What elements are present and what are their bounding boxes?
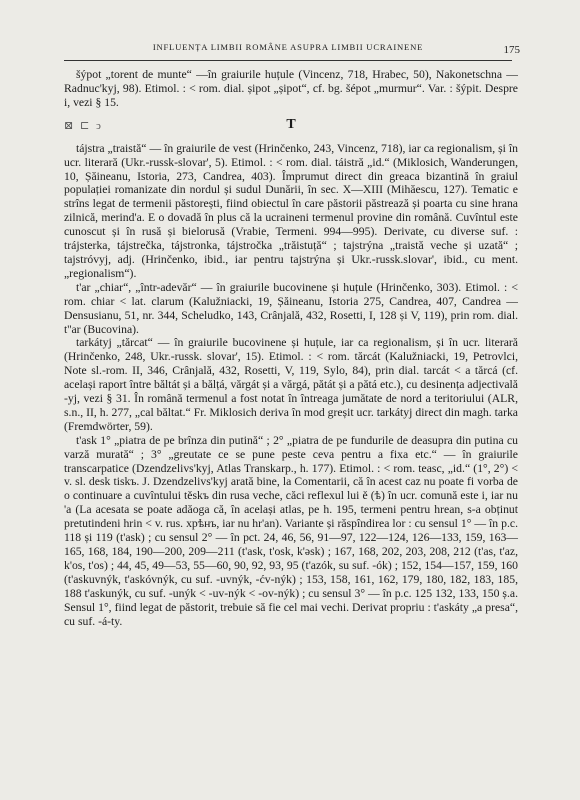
page-body [64, 68, 518, 628]
dictionary-entry-sypot: šýpot „torent de munte“ —în graiurile huțule (Vincenz, 718, Hrabec, 50), Nakonetschna — Radnuc'kyj, 98). Etimol. : < rom. dial. șipot „șipot“, cf. bg. šépot „murmur“. Var. : šýpit. Despre i, vezi § 15. [64, 68, 518, 109]
dictionary-entry-tarkatyj: tarkátyj „tărcat“ — în graiurile bucovinene și huțule, iar ca regionalism, și în ucr. literară (Hrinčenko, 248, Ukr.-russk. slovar', 15). Etimol. : < rom. tărcát (Kalužniacki, 19, Petrovlci, Note sl.-rom. II, 346, Crânjală, 432, Rosetti, V, 119, Sylo, 84), prin dial. tarcát < a tărcá (cf. același raport între băltát și a bălțá, vărgát și a vărgá, pătát și a pătá etc.), cu desinența adjectivală -yj, vezi § 31. În română termenul a fost notat în întreaga jumătate de nord a teritoriului (ALR, s.n., II, h. 277, „cal băltat.“ Fr. Miklosich deriva în mod greșit ucr. tarkátyj direct din magh. tarka (Fremdwörter, 59). [64, 336, 518, 433]
dictionary-entry-tar: t'ar „chiar“, „într-adevăr“ — în graiurile bucovinene și huțule (Hrinčenko, 303). Etimol. : < rom. chiar < lat. clarum (Kalužniacki, 19, Șăineanu, Istoria 275, Candrea, 407, Candrea — Densusianu, 51, nr. 344, Scheludko, 143, Crânjală, 432, Rosetti, I, 128 și V, 119), prin rom. dial. t''ar (Bucovina). [64, 280, 518, 336]
running-head: INFLUENȚA LIMBII ROMÂNE ASUPRA LIMBII UCRAINENE [152, 42, 424, 52]
dictionary-entry-task: t'ask 1° „piatra de pe brînza din putină“ ; 2° „piatra de pe fundurile de deasupra din putina cu varză murată“ ; 3° „greutate ce se pune peste ceva pentru a fixa etc.“ — în graiurile transcarpatice (Dzendzelivs'kyj, Atlas Transkarp., h. 177). Etimol. : < rom. teasc, „id.“ (1°, 2°) < v. sl. desk tiskъ. J. Dzendzelivs'kyj arată bine, la Comentarii, că în acest caz nu poate fi vorba de o continuare a cuvîntului těskъ din rusa veche, căci reflexul lui ě (ѣ) în ucr. comună este i, iar nu 'a (La acesata se poate adăoga că, în același atlas, pe h. 195, termeni pentru hrean, s-a obținut pretutindeni hrin < v. rus. хрѣнъ, iar nu hr'an). Variante și răspîndirea lor : cu sensul 1° — în p.c. 118 și 119 (t'ask) ; cu sensul 2° — în pct. 24, 46, 56, 91—97, 122—124, 126—133, 159, 163—165, 168, 184, 190—200, 209—211 (t'ask, t'osk, k'əsk) ; 167, 168, 202, 203, 208, 212 (t'as, t'az, k'os, t'os) ; 44, 45, 49—53, 55—60, 90, 92, 93, 95 (t'azók, su suf. -ók) ; 152, 154—157, 159, 160 (t'askuvnýk, t'askóvnýk, cu suf. -uvnýk, -ćv-nýk) ; 153, 158, 161, 162, 179, 180, 182, 183, 185, 188 t'askunýk, cu suf. -unýk < -uv-nýk < -ov-nýk) ; cu sensul 3° — în p.c. 125 132, 133, 150 ș.a. Sensul 1°, fiind legat de păstorit, trebuie să fie cel mai vechi. Derivat propriu : t'askáty „a presa“, cu suf. -á-ty. [64, 433, 518, 628]
page-header [64, 40, 520, 61]
section-letter: T [286, 116, 296, 132]
section-heading [64, 116, 518, 142]
page-number: 175 [503, 44, 520, 56]
dictionary-entry-tajstra: tájstra „traistă“ — în graiurile de vest (Hrinčenko, 243, Vincenz, 718), iar ca regionalism, și în ucr. literară (Ukr.-russk-slovar', 5). Etimol. : < rom. dial. táistră „id.“ (Miklosich, Wanderungen, 10, Șăineanu, Istoria, 273, Candrea, 403). Împrumut direct din greaca bizantină în graiul populației romanizate din nordul și sudul Dunării, în sec. X—XIII (Mihăescu, 127). Tematic e strîns legat de termenii păstorești, fiind obiectul în care păstorii păstrează și poarta cu sine hrana zilnică, merind'a. E o dovadă în plus că la ucraineni termenul provine din română. Cuvîntul este cunoscut și în rusă și bielorusă (Vrabie, Termeni. 994—995). Derivate, cu diverse suf. : trájsterka, tájstrečka, tájstronka, tájstročka „trăistuță“ ; tajstrýna „traistă veche și uzată“ ; tajstróvyj, adj. (Hrinčenko, ibid., iar pentru tajstrýna și Ukr.-russk.slovar', ibid., cu ment. „regionalism“). [64, 141, 518, 280]
section-ornament: ⊠ ⊏ ↄ [64, 119, 103, 132]
